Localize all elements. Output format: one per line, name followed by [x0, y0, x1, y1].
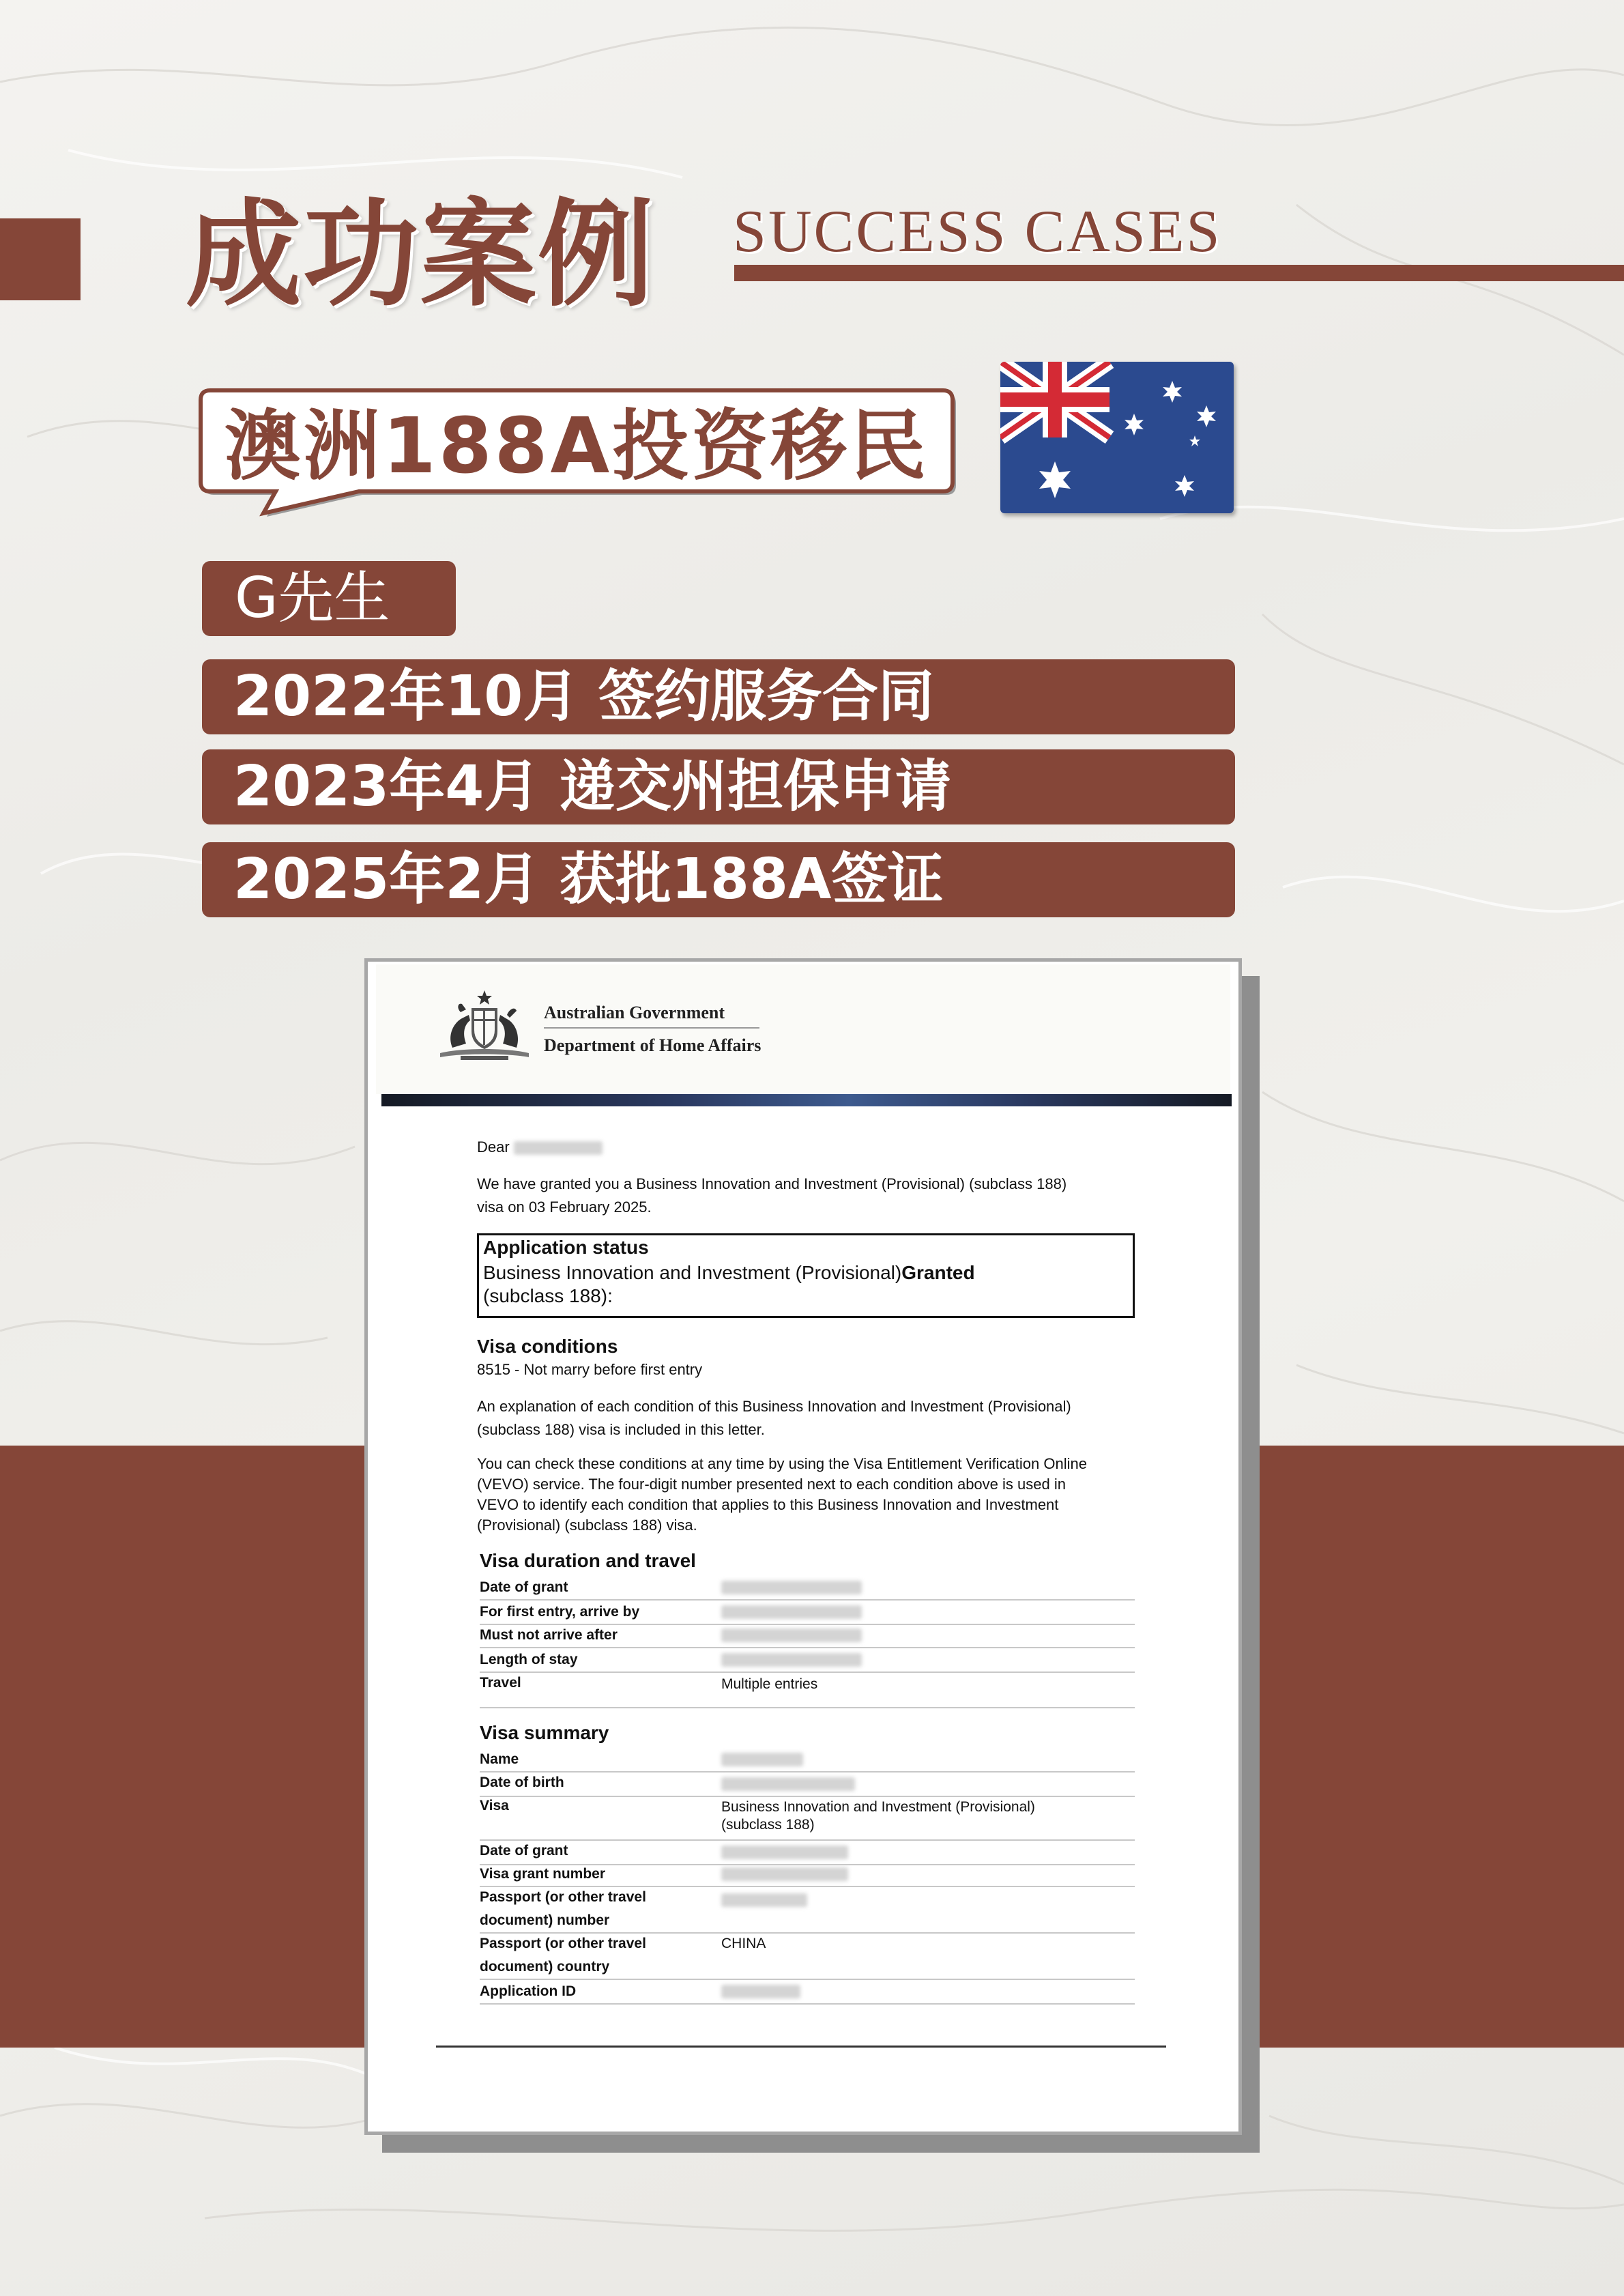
summary-title: Visa summary [480, 1722, 609, 1743]
summary-label-passport-number [480, 1886, 705, 1932]
letter-intro-line-1: We have granted you a Business Innovation and Investment (Provisional) (subclass 188) [477, 1175, 1067, 1192]
summary-visa-line-2: (subclass 188) [721, 1817, 815, 1833]
australian-flag-icon [1000, 362, 1234, 513]
summary-label-date-of-birth: Date of birth [480, 1775, 564, 1790]
header-stripe [381, 1094, 1232, 1106]
letter-header [376, 964, 1230, 1094]
header-divider [544, 1027, 759, 1029]
vevo-line-4: (Provisional) (subclass 188) visa. [477, 1517, 697, 1534]
title-underline [734, 265, 1624, 281]
letter-greeting: Dear [477, 1138, 510, 1156]
summary-label-application-id: Application ID [480, 1983, 577, 1999]
program-speech-bubble [195, 385, 958, 517]
department-name: Department of Home Affairs [544, 1035, 762, 1055]
client-name-badge: G先生 [202, 561, 456, 636]
summary-value-name [721, 1751, 1131, 1768]
passport-number-label-2: document) number [480, 1912, 610, 1928]
summary-value-visa [721, 1798, 1131, 1834]
timeline-step-state-nomination: 2023年4月 递交州担保申请 [202, 749, 1235, 824]
passport-country-label-1: Passport (or other travel [480, 1936, 646, 1951]
duration-value-length-of-stay [721, 1651, 1131, 1669]
status-detail [483, 1261, 1125, 1308]
conditions-explain-2: (subclass 188) visa is included in this letter. [477, 1421, 765, 1438]
letter-bottom-rule [436, 2046, 1166, 2048]
summary-label-visa: Visa [480, 1798, 509, 1813]
passport-number-label-1: Passport (or other travel [480, 1889, 646, 1905]
duration-value-must-not-arrive [721, 1626, 1131, 1644]
program-label: 澳洲188A投资移民 [224, 401, 929, 491]
letter-intro-line-2: visa on 03 February 2025. [477, 1199, 652, 1216]
timeline-step-visa-granted: 2025年2月 获批188A签证 [202, 842, 1235, 917]
summary-value-passport-number [721, 1891, 1131, 1909]
letter-greeting-line [477, 1138, 603, 1157]
timeline-step-sign-contract: 2022年10月 签约服务合同 [202, 659, 1235, 734]
government-name: Australian Government [544, 1003, 725, 1022]
summary-value-visa-grant-number [721, 1865, 1131, 1883]
status-visa: Business Innovation and Investment (Provisional) [483, 1262, 902, 1283]
vevo-line-3: VEVO to identify each condition that applies to this Business Innovation and Investment [477, 1496, 1059, 1513]
summary-visa-line-1: Business Innovation and Investment (Provisional) [721, 1799, 1035, 1815]
coat-of-arms-icon [433, 988, 536, 1064]
status-subclass: (subclass 188): [483, 1285, 613, 1306]
vevo-line-1: You can check these conditions at any time by using the Visa Entitlement Verification Online [477, 1455, 1087, 1472]
summary-value-date-of-birth [721, 1775, 1131, 1793]
duration-value-travel: Multiple entries [721, 1676, 818, 1692]
duration-label-travel: Travel [480, 1675, 521, 1691]
summary-label-date-of-grant: Date of grant [480, 1843, 568, 1859]
summary-label-name: Name [480, 1751, 519, 1767]
duration-label-first-entry: For first entry, arrive by [480, 1604, 640, 1620]
visa-grant-letter [364, 958, 1242, 2135]
conditions-explain-1: An explanation of each condition of this Business Innovation and Investment (Provisional) [477, 1398, 1071, 1415]
duration-value-date-of-grant [721, 1579, 1131, 1596]
duration-value-first-entry [721, 1603, 1131, 1621]
summary-value-passport-country: CHINA [721, 1936, 766, 1951]
summary-label-passport-country [480, 1932, 705, 1979]
page-subtitle: SUCCESS CASES [733, 199, 1222, 265]
row-divider [480, 1707, 1135, 1708]
duration-label-must-not-arrive: Must not arrive after [480, 1627, 618, 1643]
summary-value-application-id [721, 1983, 1131, 2000]
conditions-title: Visa conditions [477, 1336, 618, 1357]
passport-country-label-2: document) country [480, 1959, 610, 1975]
duration-label-date-of-grant: Date of grant [480, 1579, 568, 1595]
status-result: Granted [901, 1262, 975, 1283]
application-status-box [477, 1233, 1135, 1318]
condition-8515: 8515 - Not marry before first entry [477, 1361, 703, 1378]
vevo-line-2: (VEVO) service. The four-digit number presented next to each condition above is used in [477, 1476, 1066, 1493]
duration-label-length-of-stay: Length of stay [480, 1652, 578, 1667]
status-title: Application status [483, 1237, 649, 1258]
redacted-name [514, 1141, 603, 1155]
row-divider [480, 2003, 1135, 2005]
summary-label-visa-grant-number: Visa grant number [480, 1866, 605, 1882]
accent-square [0, 218, 81, 300]
duration-title: Visa duration and travel [480, 1550, 696, 1571]
page-title: 成功案例 [186, 186, 656, 323]
summary-value-date-of-grant [721, 1843, 1131, 1861]
